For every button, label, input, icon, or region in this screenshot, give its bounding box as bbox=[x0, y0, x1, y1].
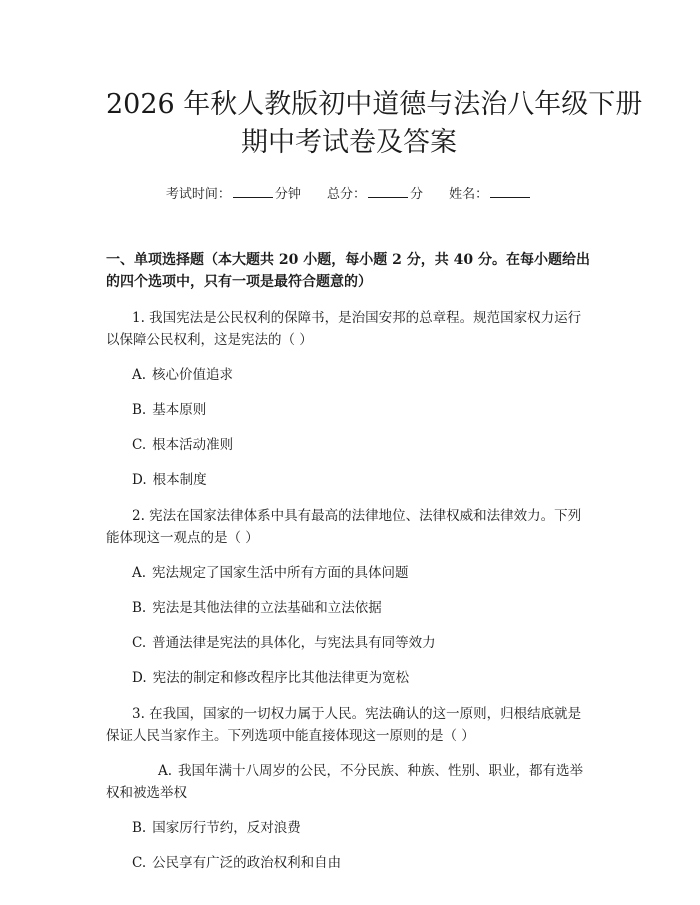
exam-time-unit: 分钟 bbox=[274, 187, 301, 202]
section-heading: 一、单项选择题（本大题共 20 小题，每小题 2 分，共 40 分。在每小题给出的四个选项中，只有一项是最符合题意的） bbox=[106, 252, 590, 290]
option-text: 宪法是其他法律的立法基础和立法依据 bbox=[152, 600, 382, 616]
option-text: 根本制度 bbox=[152, 472, 207, 488]
exam-time-blank[interactable] bbox=[233, 184, 273, 198]
exam-time bbox=[166, 184, 301, 205]
exam-name-label: 姓名： bbox=[449, 187, 489, 202]
option-letter: A. bbox=[132, 367, 147, 383]
option-letter: D. bbox=[132, 670, 147, 686]
option-letter: C. bbox=[132, 437, 147, 453]
exam-score-blank[interactable] bbox=[368, 184, 408, 198]
option-text: 宪法的制定和修改程序比其他法律更为宽松 bbox=[152, 670, 410, 686]
question-2-option-d[interactable] bbox=[106, 667, 592, 689]
exam-title bbox=[106, 0, 643, 162]
exam-score-label: 总分： bbox=[326, 187, 366, 202]
option-text: 普通法律是宪法的具体化，与宪法具有同等效力 bbox=[152, 635, 436, 651]
question-2-option-a[interactable] bbox=[106, 562, 592, 584]
exam-title-line-2: 期中考试卷及答案 bbox=[241, 127, 457, 158]
question-1-stem: 1. 我国宪法是公民权利的保障书，是治国安邦的总章程。规范国家权力运行以保障公民权利，这是宪法的（ ） bbox=[106, 310, 582, 348]
question-1-option-b[interactable] bbox=[106, 399, 592, 421]
option-text: 根本活动准则 bbox=[152, 437, 234, 453]
option-letter: C. bbox=[132, 855, 147, 871]
question-1-option-a[interactable] bbox=[106, 364, 592, 386]
option-letter: D. bbox=[132, 472, 147, 488]
question-3-option-c[interactable] bbox=[106, 852, 592, 874]
option-text: 国家厉行节约，反对浪费 bbox=[152, 820, 301, 836]
option-text: 宪法规定了国家生活中所有方面的具体问题 bbox=[152, 565, 409, 581]
option-letter: B. bbox=[132, 820, 147, 836]
exam-title-line-1: 2026 年秋人教版初中道德与法治八年级下册 bbox=[106, 89, 643, 120]
option-text: 核心价值追求 bbox=[152, 367, 234, 383]
option-text: 公民享有广泛的政治权利和自由 bbox=[152, 855, 342, 871]
exam-name bbox=[449, 184, 532, 205]
question-2-option-b[interactable] bbox=[106, 597, 592, 619]
option-letter: B. bbox=[132, 600, 147, 616]
question-2-stem: 2. 宪法在国家法律体系中具有最高的法律地位、法律权威和法律效力。下列能体现这一观点的是（ ） bbox=[106, 508, 582, 546]
question-3-stem: 3. 在我国，国家的一切权力属于人民。宪法确认的这一原则，归根结底就是保证人民当家作主。下列选项中能直接体现这一原则的是（ ） bbox=[106, 706, 582, 744]
question-2-option-c[interactable] bbox=[106, 632, 592, 654]
option-letter: A. bbox=[158, 763, 173, 779]
option-letter: C. bbox=[132, 635, 147, 651]
question-3-option-a[interactable] bbox=[106, 760, 592, 804]
exam-time-label: 考试时间： bbox=[165, 187, 231, 202]
option-letter: A. bbox=[132, 565, 147, 581]
question-3-option-b[interactable] bbox=[106, 817, 592, 839]
exam-name-blank[interactable] bbox=[490, 184, 530, 198]
exam-score bbox=[327, 184, 423, 205]
option-text: 我国年满十八周岁的公民，不分民族、种族、性别、职业，都有选举权和被选举权 bbox=[106, 763, 584, 801]
option-text: 基本原则 bbox=[152, 402, 207, 418]
question-1-option-c[interactable] bbox=[106, 434, 592, 456]
option-letter: B. bbox=[132, 402, 147, 418]
exam-score-unit: 分 bbox=[410, 187, 424, 202]
exam-meta bbox=[106, 184, 592, 205]
question-1-option-d[interactable] bbox=[106, 469, 592, 491]
